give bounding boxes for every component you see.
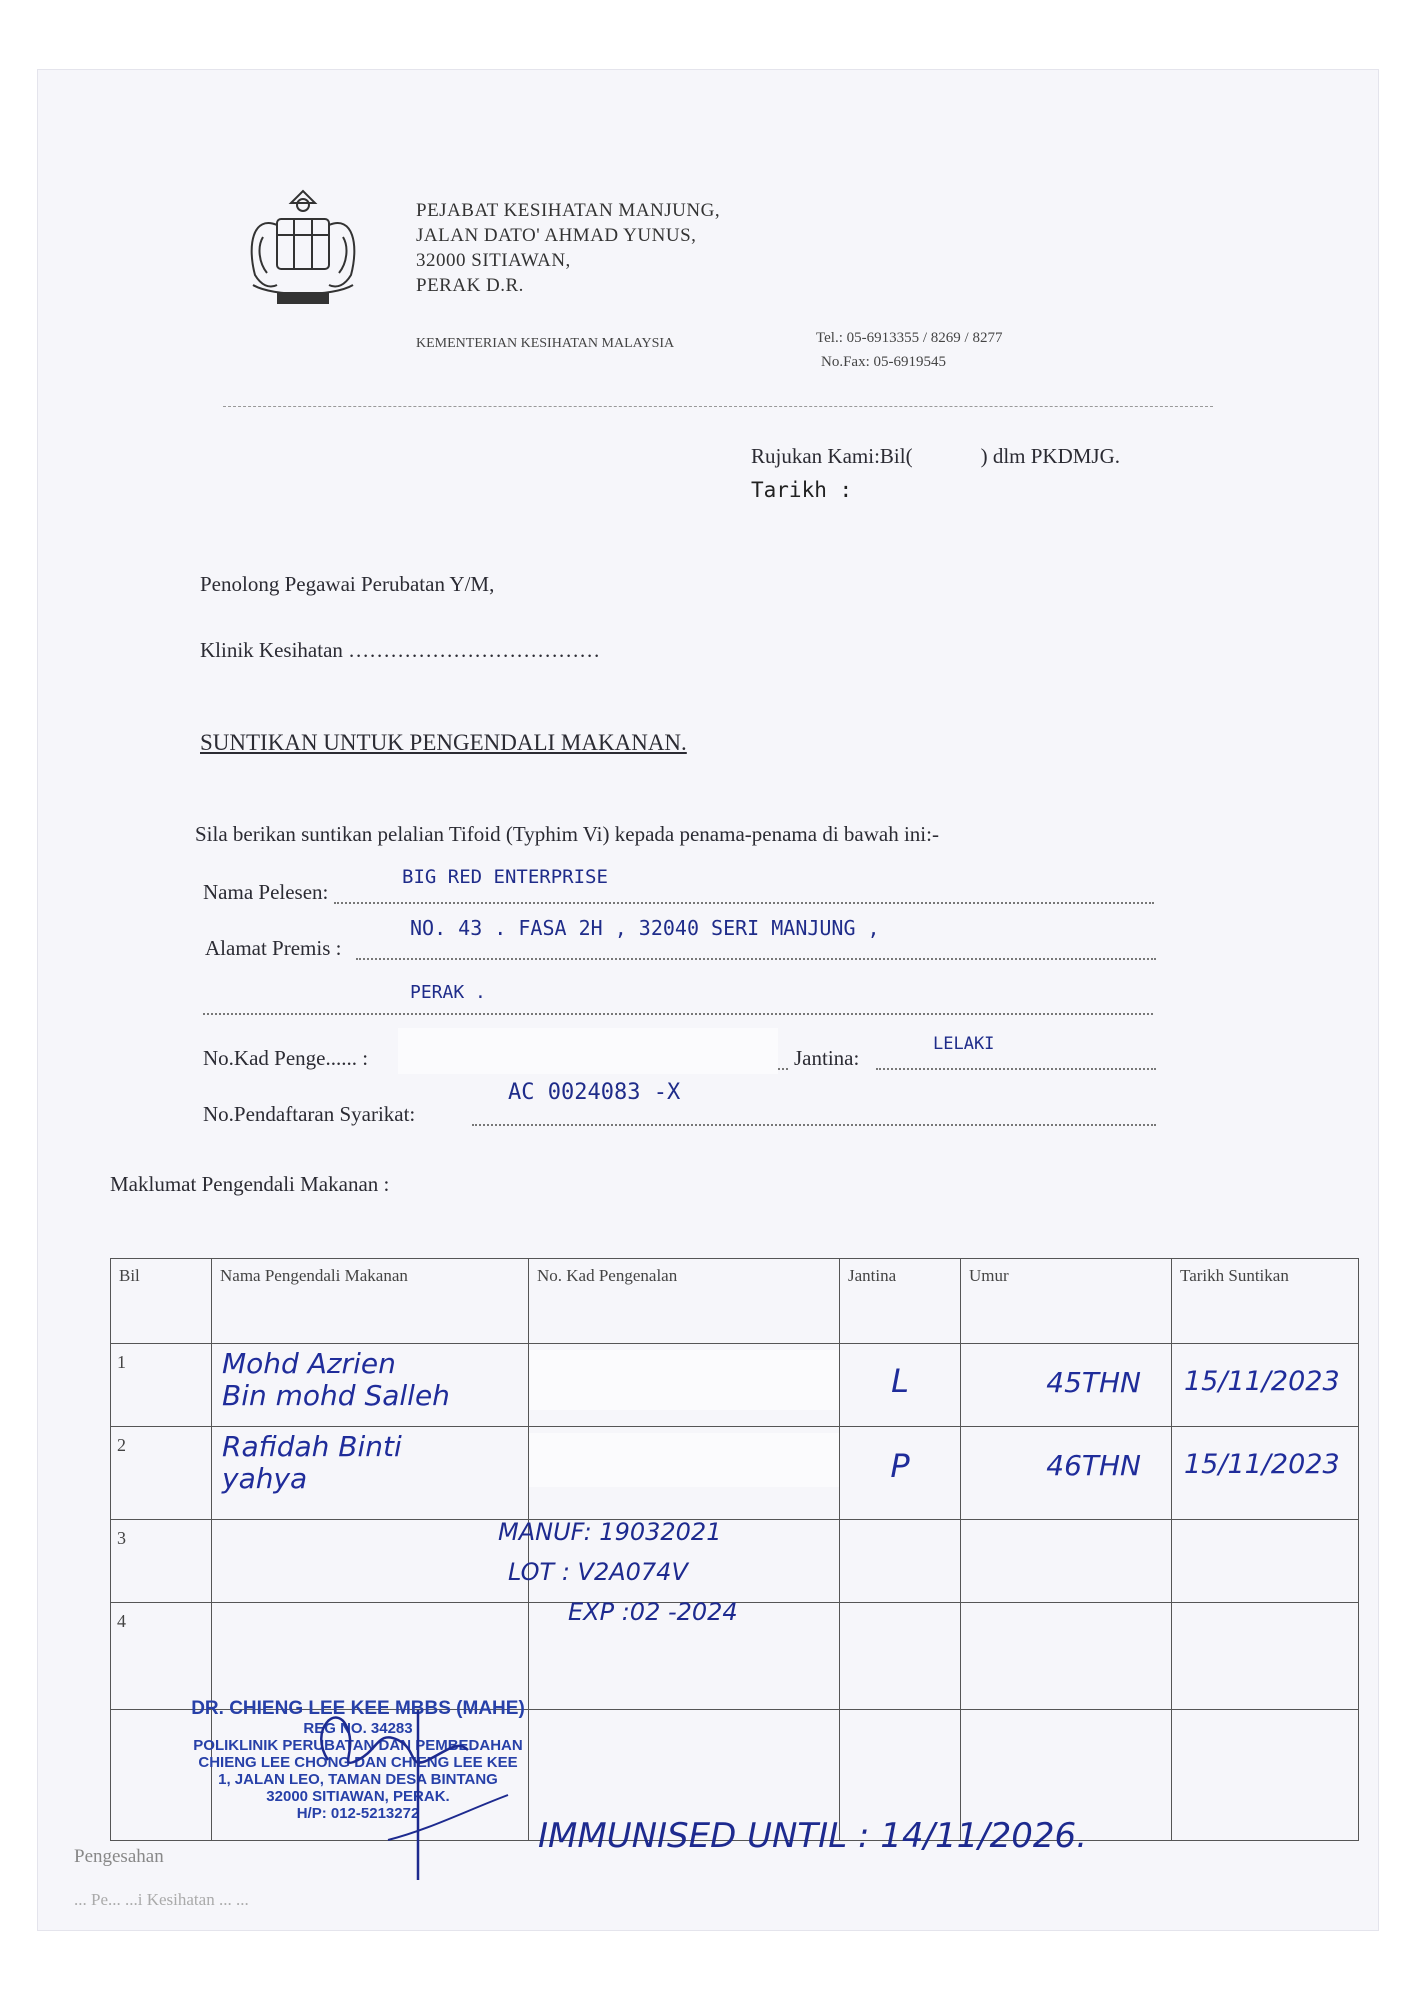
address-line: PERAK D.R.	[416, 275, 524, 296]
registration-line	[472, 1124, 1156, 1126]
stamp-line: CHIENG LEE CHONG DAN CHIENG LEE KEE	[198, 1754, 518, 1771]
date-cell: 15/11/2023	[1172, 1427, 1359, 1520]
registration-label: No.Pendaftaran Syarikat:	[203, 1102, 416, 1126]
vaccine-manuf: MANUF: 19032021	[498, 1518, 722, 1546]
reference-label-end: ) dlm PKDMJG.	[980, 444, 1121, 468]
gender-cell	[840, 1520, 961, 1603]
header-name: Nama Pengendali Makanan	[212, 1259, 529, 1344]
ic-cell	[529, 1427, 840, 1520]
handler-name-line: Rafidah Binti	[222, 1430, 402, 1463]
handler-name-line: yahya	[222, 1462, 308, 1495]
age-cell: 46THN	[961, 1427, 1172, 1520]
instruction-text: Sila berikan suntikan pelalian Tifoid (Typhim Vi) kepada penama-penama di bawah ini:-	[195, 822, 939, 846]
header-gender: Jantina	[840, 1259, 961, 1344]
immunised-until-note: IMMUNISED UNTIL : 14/11/2026.	[538, 1816, 1087, 1856]
telephone-numbers: Tel.: 05-6913355 / 8269 / 8277	[816, 330, 1003, 346]
header-bil: Bil	[111, 1259, 212, 1344]
header-divider	[223, 406, 1213, 407]
header-age: Umur	[961, 1259, 1172, 1344]
registration-value: AC 0024083 -X	[508, 1080, 681, 1105]
address-line: 32000 SITIAWAN,	[416, 250, 571, 271]
recipient-title: Penolong Pegawai Perubatan Y/M,	[200, 572, 495, 596]
address-value-2: PERAK .	[410, 982, 486, 1003]
handler-name-line: Bin mohd Salleh	[222, 1379, 450, 1412]
stamp-line: POLIKLINIK PERUBATAN DAN PEMBEDAHAN	[193, 1737, 523, 1754]
date-label: Tarikh :	[751, 478, 853, 502]
verification-label: Pengesahan	[74, 1846, 164, 1867]
date-cell	[1172, 1520, 1359, 1603]
gender-label: Jantina:	[794, 1046, 860, 1070]
table-header-row	[111, 1259, 1359, 1344]
header-date: Tarikh Suntikan	[1172, 1259, 1359, 1344]
address-label: Alamat Premis :	[205, 936, 342, 960]
faint-footer-line: ... Pe... ...i Kesihatan ... ...	[74, 1890, 249, 1909]
address-line-2	[203, 1013, 1153, 1015]
fax-number: No.Fax: 05-6919545	[821, 354, 946, 370]
redacted-ic	[529, 1350, 839, 1410]
stamp-line: 1, JALAN LEO, TAMAN DESA BINTANG	[218, 1771, 498, 1788]
table-title: Maklumat Pengendali Makanan :	[110, 1172, 390, 1196]
gender-cell	[840, 1603, 961, 1710]
vaccine-note	[498, 1512, 738, 1632]
licensee-value: BIG RED ENTERPRISE	[402, 866, 608, 888]
address-value-1: NO. 43 . FASA 2H , 32040 SERI MANJUNG ,	[410, 916, 880, 940]
vaccine-lot: LOT : V2A074V	[508, 1558, 688, 1586]
doctor-signature	[298, 1690, 538, 1890]
gender-line	[876, 1068, 1156, 1070]
stamp-line: H/P: 012-5213272	[296, 1805, 420, 1822]
document-title: SUNTIKAN UNTUK PENGENDALI MAKANAN.	[200, 730, 687, 755]
table-row	[111, 1344, 1359, 1427]
row-number: 4	[111, 1603, 212, 1710]
reference-label-start: Rujukan Kami:Bil(	[751, 444, 913, 468]
address-line: PEJABAT KESIHATAN MANJUNG,	[416, 200, 721, 221]
gender-cell: P	[840, 1427, 961, 1520]
clinic-line: Klinik Kesihatan ………………………………	[200, 638, 601, 662]
gender-cell: L	[840, 1344, 961, 1427]
row-number: 2	[111, 1427, 212, 1520]
handler-name-line: Mohd Azrien	[222, 1347, 396, 1380]
age-cell	[961, 1603, 1172, 1710]
licensee-label: Nama Pelesen:	[203, 880, 329, 904]
name-cell	[212, 1344, 529, 1427]
reference-label	[751, 444, 1120, 469]
address-line: JALAN DATO' AHMAD YUNUS,	[416, 225, 697, 246]
redacted-ic	[398, 1028, 778, 1074]
address-line-1	[356, 958, 1156, 960]
document-page	[38, 70, 1378, 1930]
header-ic: No. Kad Pengenalan	[529, 1259, 840, 1344]
name-cell	[212, 1520, 529, 1603]
coat-of-arms-logo	[233, 185, 373, 315]
stamp-line: 32000 SITIAWAN, PERAK.	[266, 1788, 450, 1805]
age-cell	[961, 1520, 1172, 1603]
stamp-line: DR. CHIENG LEE KEE MBBS (MAHE)	[191, 1698, 525, 1719]
ic-cell	[529, 1344, 840, 1427]
date-cell: 15/11/2023	[1172, 1344, 1359, 1427]
ministry-name: KEMENTERIAN KESIHATAN MALAYSIA	[416, 336, 675, 351]
redacted-ic	[529, 1433, 839, 1487]
vaccine-expiry: EXP :02 -2024	[568, 1598, 738, 1626]
row-number: 1	[111, 1344, 212, 1427]
stamp-line: REG NO. 34283	[303, 1720, 413, 1737]
licensee-line	[334, 902, 1154, 904]
date-cell	[1172, 1710, 1359, 1841]
date-cell	[1172, 1603, 1359, 1710]
age-cell: 45THN	[961, 1344, 1172, 1427]
gender-value: LELAKI	[933, 1034, 995, 1054]
table-row	[111, 1427, 1359, 1520]
name-cell	[212, 1427, 529, 1520]
ic-label: No.Kad Penge...... :	[203, 1046, 369, 1070]
row-number: 3	[111, 1520, 212, 1603]
office-address	[416, 198, 720, 298]
